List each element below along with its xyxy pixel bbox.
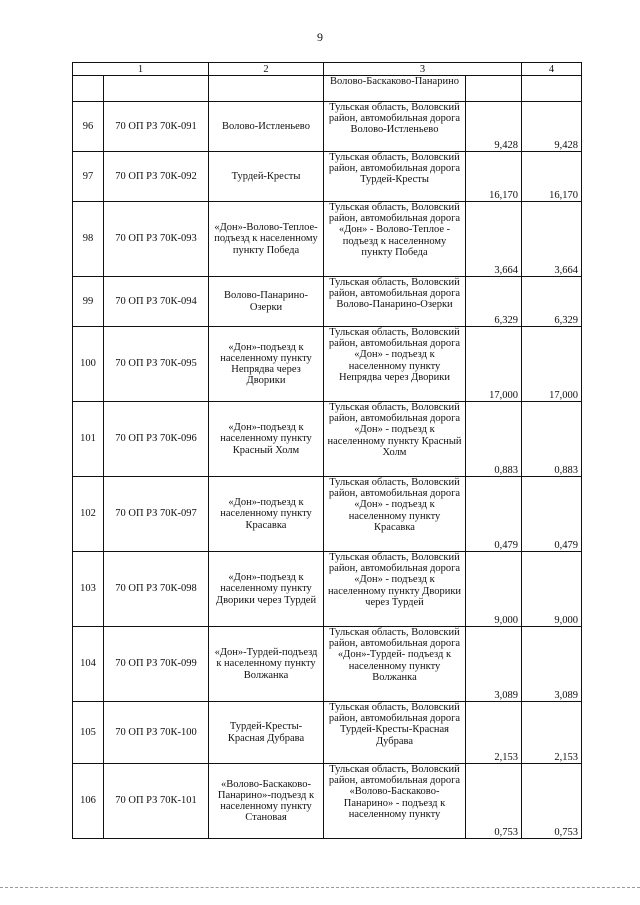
road-length: 6,329 [466,277,522,327]
table-row [73,102,582,152]
road-length: 0,753 [466,764,522,839]
road-length: 16,170 [466,152,522,202]
road-name: «Дон»-Волово-Теплое-подъезд к населенному пункту Победа [209,202,324,277]
road-description: Тульская область, Воловский район, автомобильная дорога «Дон» - подъезд к населенному пункту Красавка [324,477,466,552]
road-code: 70 ОП РЗ 70К-092 [104,152,209,202]
road-length-total: 2,153 [522,702,582,764]
road-code: 70 ОП РЗ 70К-099 [104,627,209,702]
row-number: 106 [73,764,104,839]
row-number: 100 [73,327,104,402]
row-number: 101 [73,402,104,477]
road-name: «Волово-Баскаково-Панарино»-подъезд к населенному пункту Становая [209,764,324,839]
road-name: «Дон»-подъезд к населенному пункту Красавка [209,477,324,552]
table-row [73,764,582,839]
row-number: 97 [73,152,104,202]
road-description: Тульская область, Воловский район, автомобильная дорога Волово-Панарино-Озерки [324,277,466,327]
table-row [73,402,582,477]
road-length-total: 9,428 [522,102,582,152]
road-length-total: 3,664 [522,202,582,277]
road-code: 70 ОП РЗ 70К-094 [104,277,209,327]
continuation-text: Волово-Баскаково-Панарино [324,76,466,102]
road-name: Волово-Панарино-Озерки [209,277,324,327]
road-length-total: 16,170 [522,152,582,202]
road-description: Тульская область, Воловский район, автомобильная дорога «Дон» - подъезд к населенному пункту Дворики через Турдей [324,552,466,627]
road-length: 3,089 [466,627,522,702]
road-code: 70 ОП РЗ 70К-093 [104,202,209,277]
scan-artifact-line [0,887,640,889]
road-description: Тульская область, Воловский район, автомобильная дорога «Дон» - подъезд к населенному пункту Красный Холм [324,402,466,477]
header-col-1: 1 [73,63,209,76]
road-length-total: 9,000 [522,552,582,627]
road-name: «Дон»-Турдей-подъезд к населенному пункту Волжанка [209,627,324,702]
row-number: 104 [73,627,104,702]
road-length-total: 0,479 [522,477,582,552]
road-description: Тульская область, Воловский район, автомобильная дорога «Волово-Баскаково-Панарино» - подъезд к населенному пункту [324,764,466,839]
cont-cell-len [466,76,522,102]
road-length: 2,153 [466,702,522,764]
table-row [73,477,582,552]
road-description: Тульская область, Воловский район, автомобильная дорога Турдей-Кресты [324,152,466,202]
road-description: Тульская область, Воловский район, автомобильная дорога Волово-Истленьево [324,102,466,152]
road-code: 70 ОП РЗ 70К-098 [104,552,209,627]
row-number: 102 [73,477,104,552]
road-code: 70 ОП РЗ 70К-097 [104,477,209,552]
road-length-total: 6,329 [522,277,582,327]
road-code: 70 ОП РЗ 70К-095 [104,327,209,402]
row-number: 96 [73,102,104,152]
road-code: 70 ОП РЗ 70К-096 [104,402,209,477]
row-number: 103 [73,552,104,627]
table-row [73,627,582,702]
road-name: Волово-Истленьево [209,102,324,152]
road-description: Тульская область, Воловский район, автомобильная дорога «Дон» - Волово-Теплое - подъезд к населенному пункту Победа [324,202,466,277]
cont-cell-n [73,76,104,102]
road-length: 0,883 [466,402,522,477]
table-row [73,277,582,327]
road-code: 70 ОП РЗ 70К-091 [104,102,209,152]
road-name: «Дон»-подъезд к населенному пункту Красный Холм [209,402,324,477]
header-col-2: 2 [209,63,324,76]
row-number: 99 [73,277,104,327]
road-name: «Дон»-подъезд к населенному пункту Дворики через Турдей [209,552,324,627]
roads-table [72,62,582,839]
road-description: Тульская область, Воловский район, автомобильная дорога Турдей-Кресты-Красная Дубрава [324,702,466,764]
road-code: 70 ОП РЗ 70К-101 [104,764,209,839]
road-length: 9,000 [466,552,522,627]
road-length-total: 0,753 [522,764,582,839]
road-length: 9,428 [466,102,522,152]
road-code: 70 ОП РЗ 70К-100 [104,702,209,764]
road-description: Тульская область, Воловский район, автомобильная дорога «Дон»-Турдей- подъезд к населенному пункту Волжанка [324,627,466,702]
road-length: 17,000 [466,327,522,402]
road-length-total: 17,000 [522,327,582,402]
row-number: 105 [73,702,104,764]
road-length-total: 0,883 [522,402,582,477]
cont-cell-code [104,76,209,102]
table-row [73,152,582,202]
road-name: Турдей-Кресты [209,152,324,202]
road-length: 3,664 [466,202,522,277]
header-row [73,63,582,76]
table-row [73,552,582,627]
header-col-3: 3 [324,63,522,76]
cont-cell-len2 [522,76,582,102]
road-name: Турдей-Кресты-Красная Дубрава [209,702,324,764]
page-number: 9 [317,30,323,44]
table-row [73,327,582,402]
road-name: «Дон»-подъезд к населенному пункту Непрядва через Дворики [209,327,324,402]
table-row [73,702,582,764]
cont-cell-name [209,76,324,102]
row-number: 98 [73,202,104,277]
road-length-total: 3,089 [522,627,582,702]
road-length: 0,479 [466,477,522,552]
road-description: Тульская область, Воловский район, автомобильная дорога «Дон» - подъезд к населенному пункту Непрядва через Дворики [324,327,466,402]
continuation-row [73,76,582,102]
table-row [73,202,582,277]
header-col-4: 4 [522,63,582,76]
